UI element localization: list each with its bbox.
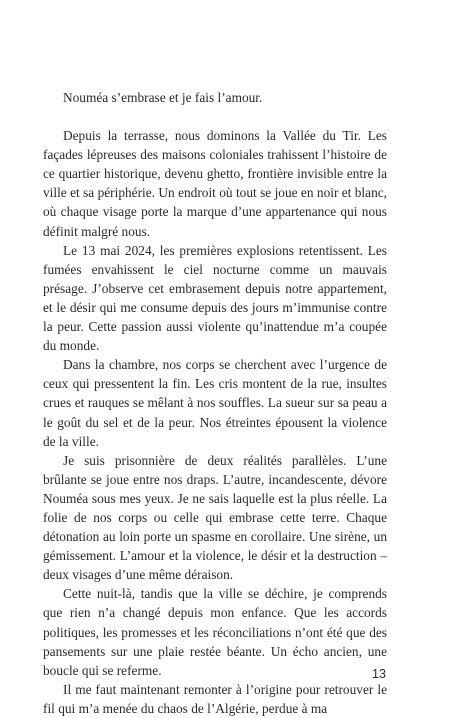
page-body-text [43,88,387,718]
paragraph-terrasse: Depuis la terrasse, nous dominons la Vallée du Tir. Les façades lépreuses des maisons coloniales trahissent l’histoire de ce quartier historique, devenu ghetto, frontière invisible entre la ville et sa périphérie. Un endroit où tout se joue en noir et blanc, où chaque visage porte la marque d’une appartenance qui nous définit malgré nous. [43,128,387,239]
paragraph-realites: Je suis prisonnière de deux réalités parallèles. L’une brûlante se joue entre nos draps. L’autre, incandescente, dévore Nouméa sous mes yeux. Je ne sais laquelle est la plus réelle. La folie de nos corps ou celle qui embrase cette terre. Chaque détonation au loin porte un spasme en corollaire. Une sirène, un gémissement. L’amour et la violence, le désir et la destruction – deux visages d’une même déraison. [43,452,387,583]
paragraph-nuit: Cette nuit-là, tandis que la ville se déchire, je comprends que rien n’a changé depuis mon enfance. Que les accords politiques, les promesses et les réconciliations n’ont été que des pansements sur une plaie restée béante. Un écho ancien, une boucle qui se referme. [43,586,387,678]
opening-line: Nouméa s’embrase et je fais l’amour. [63,90,263,105]
paragraph-origine: Il me faut maintenant remonter à l’origine pour retrouver le fil qui m’a menée du chaos de l’Algérie, perdue à ma [43,681,387,716]
paragraph-chambre: Dans la chambre, nos corps se cherchent avec l’urgence de ceux qui pressentent la fin. Les cris montent de la rue, insultes crues et rauques se mêlant à nos souffles. La sueur sur sa peau a le goût du sel et de la peur. Nos étreintes épousent la violence de la ville. [43,357,387,449]
page-number: 13 [372,667,386,681]
paragraph-13-mai: Le 13 mai 2024, les premières explosions retentissent. Les fumées envahissent le ciel nocturne comme un mauvais présage. J’observe cet embrasement depuis notre appartement, et le désir qui me consume depuis des jours m’immunise contre la peur. Cette passion aussi violente qu’inattendue m’a coupée du monde. [43,242,387,354]
